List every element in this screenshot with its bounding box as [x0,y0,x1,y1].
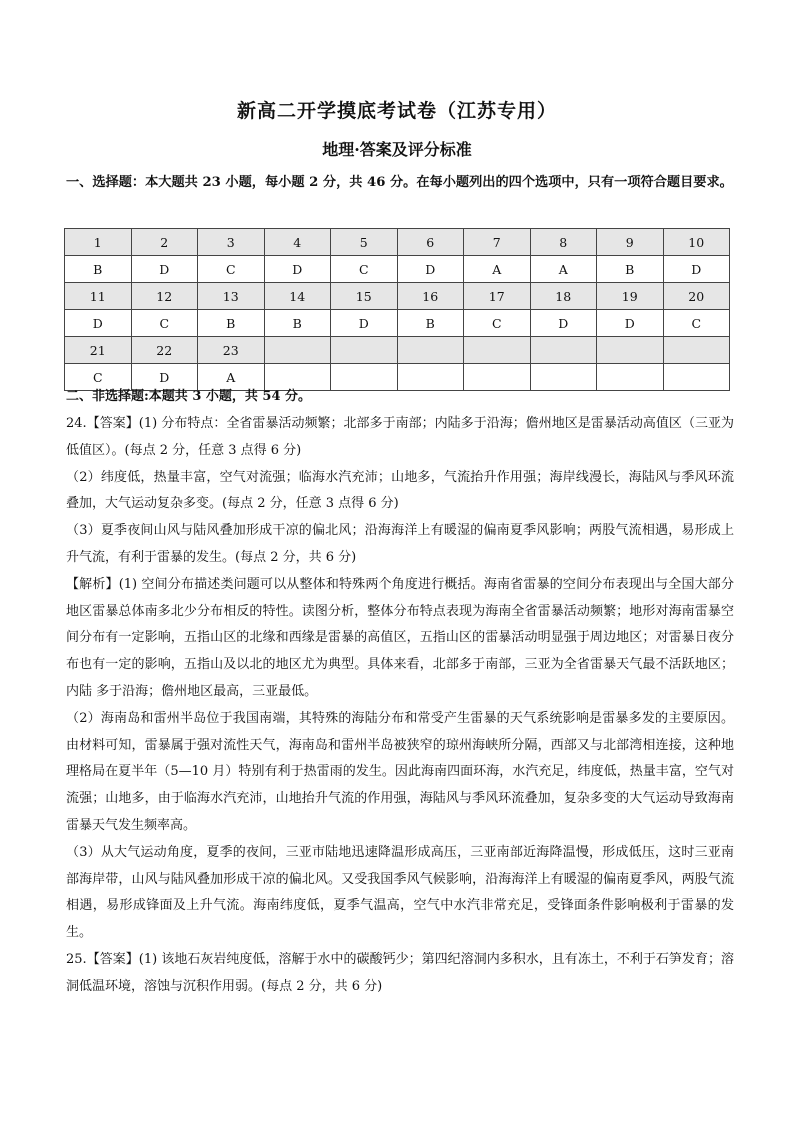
question-number-cell: 3 [198,229,265,256]
answer-body [66,411,734,1001]
answer-cell: D [397,256,464,283]
answer-cell: D [331,310,398,337]
q24-analysis-part3: （3）从大气运动角度，夏季的夜间，三亚市陆地迅速降温形成高压，三亚南部近海降温慢，形成低压，这时三亚南部海岸带，山风与陆风叠加形成干凉的偏北风。又受我国季风气候影响，沿海海洋上有暖湿的偏南夏季风，两股气流相遇，易形成锋面及上升气流。海南纬度低，夏季气温高，空气中水汽非常充足，受锋面条件影响极利于雷暴的发生。 [66,844,734,941]
question-number-cell: 23 [198,337,265,364]
question-number-cell: 6 [397,229,464,256]
answer-cell: B [65,256,132,283]
answer-cell: B [264,310,331,337]
question-number-cell: 14 [264,283,331,310]
answer-cell: C [464,310,531,337]
question-number-cell: 21 [65,337,132,364]
question-number-row [65,337,730,364]
section-heading-non-choice: 二、非选择题:本题共 3 小题，共 54 分。 [66,389,312,404]
question-number-cell [530,337,597,364]
question-number-cell: 13 [198,283,265,310]
question-number-row [65,283,730,310]
answer-cell: B [397,310,464,337]
question-number-cell: 12 [131,283,198,310]
question-number-cell: 4 [264,229,331,256]
question-number-cell: 15 [331,283,398,310]
question-number-cell [597,337,664,364]
question-number-cell [663,337,730,364]
q24-answer: 24.【答案】(1) 分布特点：全省雷暴活动频繁；北部多于南部；内陆多于沿海；儋州地区是雷暴活动高值区（三亚为低值区）。(每点 2 分，任意 3 点得 6 分) [66,416,734,458]
answer-cell: A [198,364,265,391]
answer-cell: A [530,256,597,283]
answer-cell: C [663,310,730,337]
question-number-cell: 22 [131,337,198,364]
answer-row [65,310,730,337]
question-number-cell: 11 [65,283,132,310]
q24-answer-part2: （2）纬度低，热量丰富，空气对流强；临海水汽充沛；山地多，气流抬升作用强；海岸线漫长，海陆风与季风环流叠加，大气运动复杂多变。(每点 2 分，任意 3 点得 6 分) [66,469,734,512]
q24-analysis-part2: （2）海南岛和雷州半岛位于我国南端，其特殊的海陆分布和常受产生雷暴的天气系统影响是雷暴多发的主要原因。由材料可知，雷暴属于强对流性天气，海南岛和雷州半岛被狭窄的琼州海峡所分隔，西部又与北部湾相连接，这种地理格局在夏半年（5—10 月）特别有利于热雷雨的发生。因此海南四面环海，水汽充足，纬度低，热量丰富，空气对流强；山地多，由于临海水汽充沛，山地抬升气流的作用强，海陆风与季风环流叠加，复杂多变的大气运动导致海南雷暴天气发生频率高。 [66,710,734,833]
answer-row [65,256,730,283]
answer-cell: D [264,256,331,283]
answer-cell: B [198,310,265,337]
question-number-cell: 17 [464,283,531,310]
question-number-cell: 19 [597,283,664,310]
answer-cell: D [597,310,664,337]
answer-cell: C [65,364,132,391]
section-heading-multiple-choice: 一、选择题：本大题共 23 小题，每小题 2 分，共 46 分。在每小题列出的四个选项中，只有一项符合题目要求。 [66,175,733,190]
answer-cell: D [131,364,198,391]
question-number-cell: 9 [597,229,664,256]
q24-analysis-part1: 【解析】(1) 空间分布描述类问题可以从整体和特殊两个角度进行概括。海南省雷暴的空间分布表现出与全国大部分地区雷暴总体南多北少分布相反的特性。读图分析，整体分布特点表现为海南全省雷暴活动频繁；地形对海南雷暴空间分布有一定影响，五指山区的北缘和西缘是雷暴的高值区，五指山区的雷暴活动明显强于周边地区；对雷暴日夜分布也有一定的影响，五指山及以北的地区尤为典型。具体来看，北部多于南部，三亚为全省雷暴天气最不活跃地区；内陆 多于沿海；儋州地区最高，三亚最低。 [66,576,734,699]
question-number-cell [464,337,531,364]
question-number-row [65,229,730,256]
question-number-cell [397,337,464,364]
answer-cell: C [198,256,265,283]
question-number-cell: 16 [397,283,464,310]
question-number-cell: 18 [530,283,597,310]
question-number-cell: 20 [663,283,730,310]
question-number-cell: 1 [65,229,132,256]
answer-cell: C [331,256,398,283]
question-number-cell: 5 [331,229,398,256]
answer-cell: A [464,256,531,283]
q25-answer: 25.【答案】(1) 该地石灰岩纯度低，溶解于水中的碳酸钙少；第四纪溶洞内多积水，且有冻土，不利于石笋发育；溶洞低温环境，溶蚀与沉积作用弱。(每点 2 分，共 6 分) [66,951,734,994]
answer-cell: B [597,256,664,283]
question-number-cell [264,337,331,364]
answer-cell: D [530,310,597,337]
question-number-cell: 7 [464,229,531,256]
answer-table [64,228,730,391]
answer-cell: D [663,256,730,283]
question-number-cell [331,337,398,364]
answer-cell: D [65,310,132,337]
page-subtitle: 地理·答案及评分标准 [322,140,472,159]
answer-cell: D [131,256,198,283]
q24-answer-part3: （3）夏季夜间山风与陆风叠加形成干凉的偏北风；沿海海洋上有暖湿的偏南夏季风影响；两股气流相遇，易形成上升气流，有利于雷暴的发生。(每点 2 分，共 6 分) [66,523,734,565]
answer-cell: C [131,310,198,337]
question-number-cell: 2 [131,229,198,256]
question-number-cell: 10 [663,229,730,256]
page-title: 新高二开学摸底考试卷（江苏专用） [236,100,557,122]
question-number-cell: 8 [530,229,597,256]
